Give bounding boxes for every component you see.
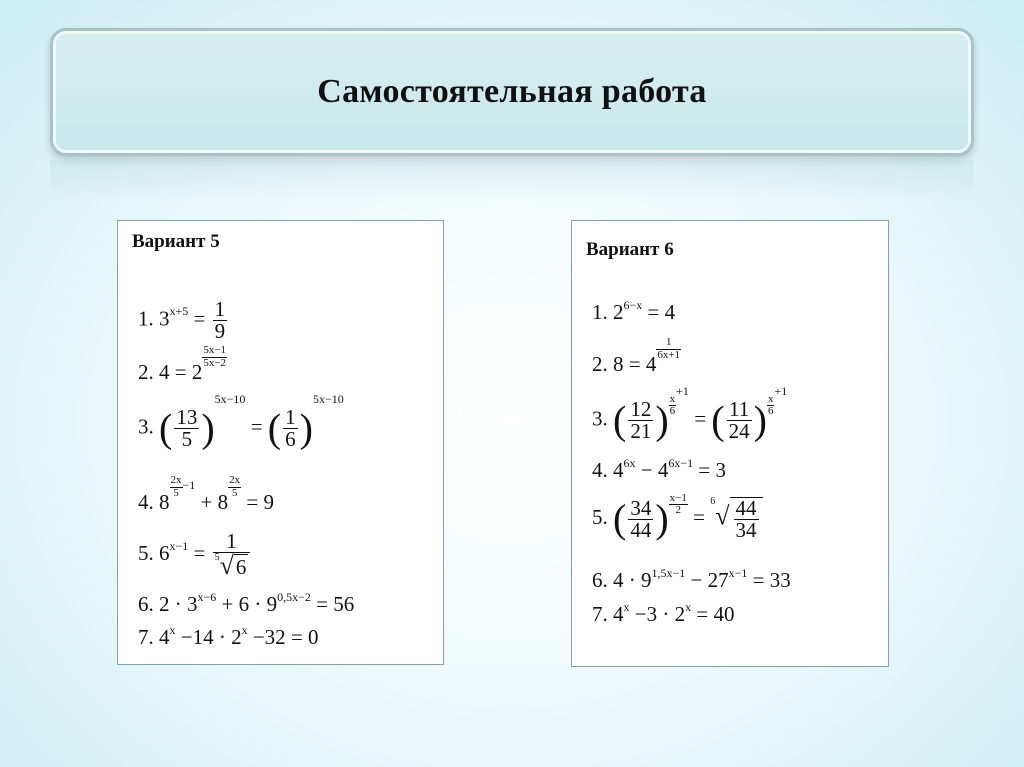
v6-equation-6: 6. $4 \cdot 9^{1,5x-1} - 27^{x-1} = 33$: [592, 566, 791, 592]
v6-equation-2: 2. 8 = 4 $\frac{1}{6x+1}$: [592, 336, 681, 377]
v6-equation-4: 4. $4^{6x} - 4^{6x-1} = 3$: [592, 456, 726, 482]
title-banner: [50, 28, 974, 156]
v5-equation-3: 3. ( $\frac{13}{5}$ )$^{5x-10}$ = ( $\frac{1}{6}$ )$^{5x-10}$: [138, 392, 344, 451]
variant-6-title: Вариант 6: [586, 239, 674, 260]
v5-equation-2: 2. 4 = 2 $\frac{5x-1}{5x-2}$: [138, 344, 227, 385]
v6-equation-3: 3. ( $\frac{12}{21}$ ) $\frac{x}{6}$ $^{+1}$ = ( $\frac{11}{24}$ ) $\frac{x}{6}$ $^{+1}$: [592, 384, 788, 443]
v6-equation-5: 5. ( $\frac{34}{44}$ ) $\frac{x-1}{2}$ = $^6$√ $\frac{44}{34}$: [592, 497, 763, 541]
v5-equation-5: 5. $6^{x-1}$ = $\frac{1}{^5√6}$: [138, 531, 252, 579]
v6-equation-1: 1. $2^{6-x} = 4$: [592, 298, 676, 324]
v5-equation-1: 1. $3^{x+5}$ = $\frac{1}{9}$: [138, 297, 226, 343]
title-reflection: [50, 160, 974, 200]
v5-equation-4: 4. 8 $\frac{2x}{5}$ $^{-1}$ + 8 $\frac{2x}{5}$ = 9: [138, 474, 274, 515]
v6-equation-7: 7. $4^x -3 \cdot 2^x = 40$: [592, 600, 735, 626]
variant-6-card: [571, 220, 889, 667]
variant-5-card: [117, 220, 444, 665]
v5-equation-6: 6. $2 \cdot 3^{x-6} + 6 \cdot 9^{0,5x-2} = 56$: [138, 590, 355, 616]
variant-5-title: Вариант 5: [132, 231, 220, 252]
v5-equation-7: 7. $4^x -14 \cdot 2^x -32 = 0$: [138, 623, 319, 649]
slide-title: Самостоятельная работа: [317, 73, 707, 110]
